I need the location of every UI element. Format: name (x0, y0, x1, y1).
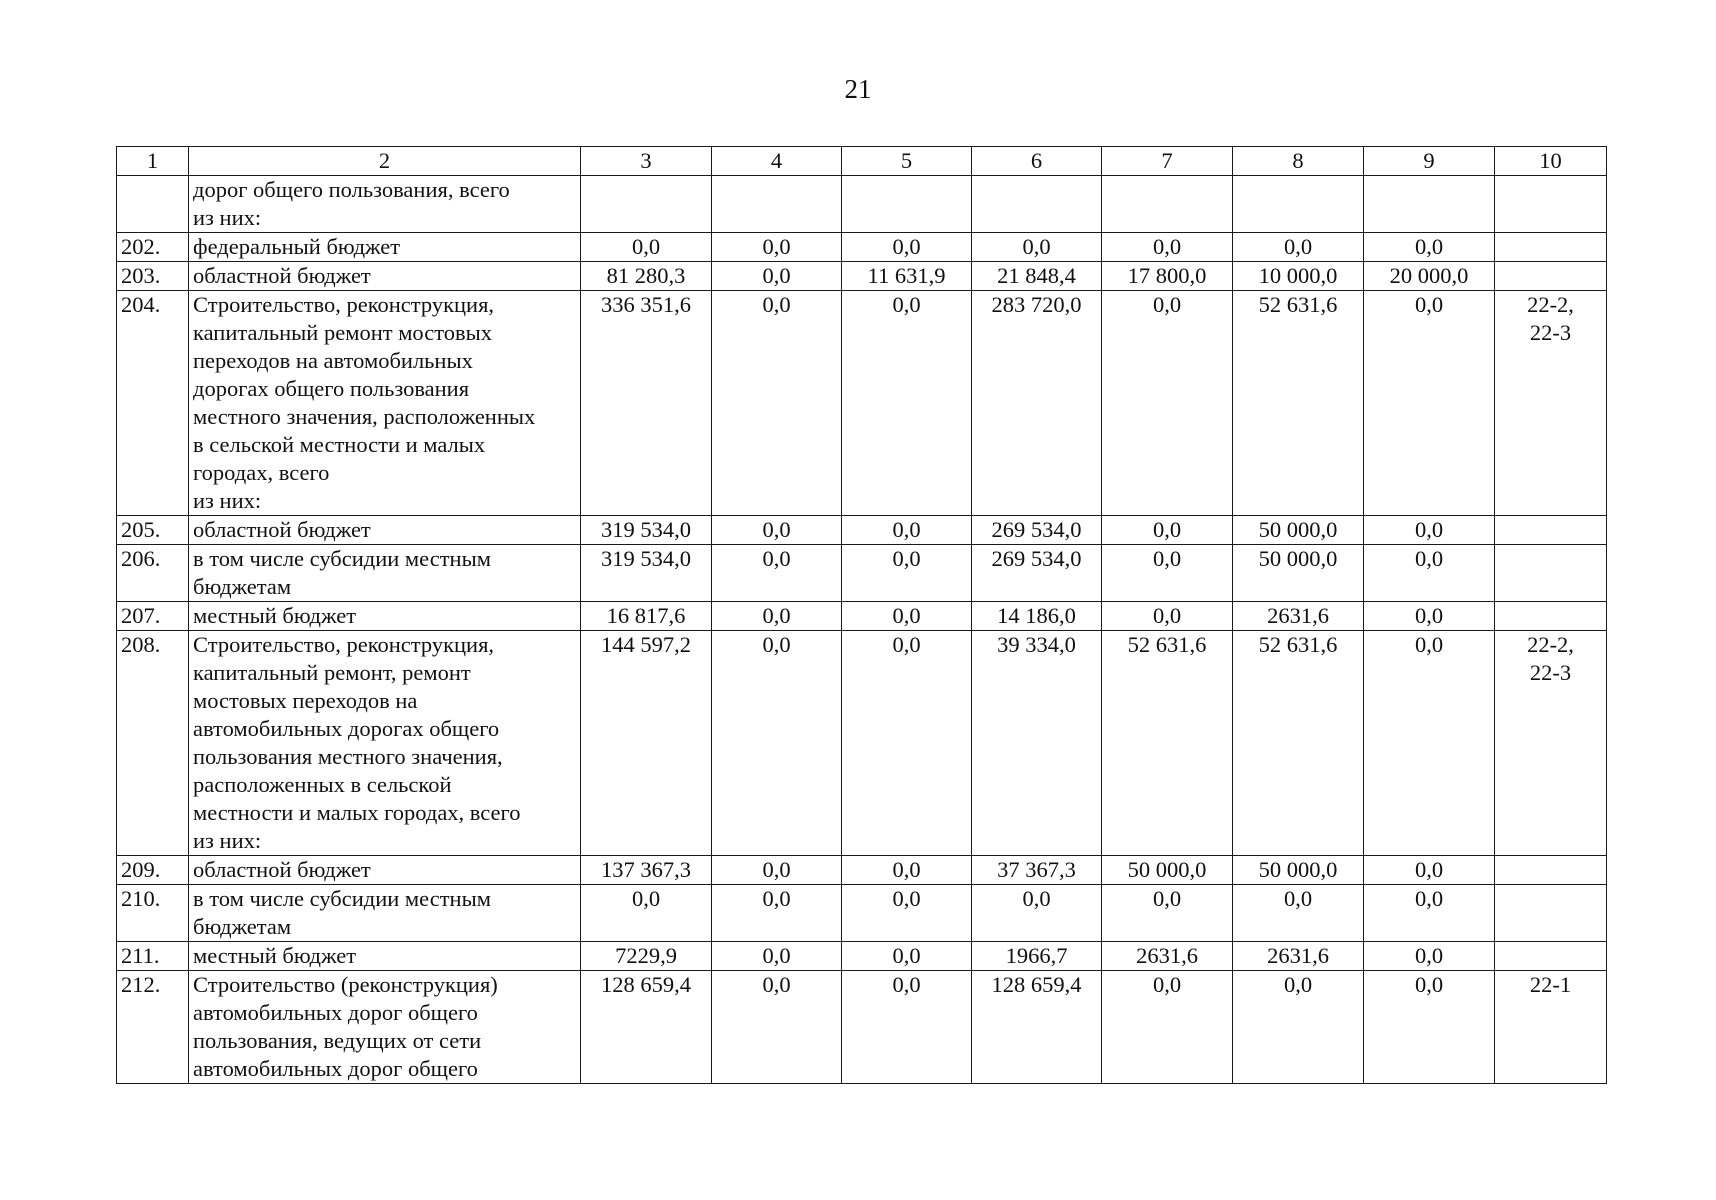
description-line: областной бюджет (193, 263, 371, 288)
value-cell-col-9: 0,0 (1364, 233, 1495, 262)
value-cell-col-9: 0,0 (1364, 885, 1495, 942)
value-cell-col-5: 0,0 (842, 631, 972, 856)
value-cell-col-6: 21 848,4 (972, 262, 1102, 291)
value-cell-col-3: 319 534,0 (581, 545, 712, 602)
column-header: 1 (117, 147, 189, 176)
value-cell-col-9: 0,0 (1364, 971, 1495, 1084)
value-cell-col-6: 283 720,0 (972, 291, 1102, 516)
value-cell-col-8: 50 000,0 (1233, 545, 1364, 602)
table-row (117, 516, 1607, 545)
description-line: переходов на автомобильных (193, 348, 473, 373)
reference-cell (1495, 176, 1607, 233)
value-cell-col-7: 50 000,0 (1102, 856, 1233, 885)
value-cell-col-3: 0,0 (581, 233, 712, 262)
value-cell-col-5: 11 631,9 (842, 262, 972, 291)
value-cell-col-7: 52 631,6 (1102, 631, 1233, 856)
reference-cell (1495, 856, 1607, 885)
description-line: областной бюджет (193, 517, 371, 542)
description-line: автомобильных дорог общего (193, 1056, 478, 1081)
row-description (189, 262, 581, 291)
value-cell-col-8: 50 000,0 (1233, 516, 1364, 545)
value-cell-col-5: 0,0 (842, 602, 972, 631)
row-number (117, 176, 189, 233)
description-line: автомобильных дорог общего (193, 1000, 478, 1025)
reference-cell (1495, 602, 1607, 631)
value-cell-col-4: 0,0 (712, 885, 842, 942)
reference-cell (1495, 971, 1607, 1084)
column-header: 6 (972, 147, 1102, 176)
description-line: капитальный ремонт, ремонт (193, 660, 471, 685)
value-cell-col-7: 0,0 (1102, 291, 1233, 516)
value-cell-col-4: 0,0 (712, 856, 842, 885)
row-description (189, 291, 581, 516)
table-row (117, 942, 1607, 971)
value-cell-col-8: 0,0 (1233, 885, 1364, 942)
value-cell-col-9: 0,0 (1364, 602, 1495, 631)
row-number: 212. (117, 971, 189, 1084)
value-cell-col-3: 128 659,4 (581, 971, 712, 1084)
table-header-row (117, 147, 1607, 176)
column-header: 8 (1233, 147, 1364, 176)
description-line: Строительство, реконструкция, (193, 292, 495, 317)
value-cell-col-5: 0,0 (842, 856, 972, 885)
value-cell-col-9: 0,0 (1364, 856, 1495, 885)
value-cell-col-6: 269 534,0 (972, 545, 1102, 602)
value-cell-col-4: 0,0 (712, 971, 842, 1084)
value-cell-col-4: 0,0 (712, 545, 842, 602)
column-header: 7 (1102, 147, 1233, 176)
table-row (117, 631, 1607, 856)
value-cell-col-7: 2631,6 (1102, 942, 1233, 971)
value-cell-col-5 (842, 176, 972, 233)
value-cell-col-6: 0,0 (972, 233, 1102, 262)
reference-line: 22-2, (1527, 632, 1574, 657)
page-number: 21 (844, 74, 872, 104)
value-cell-col-4 (712, 176, 842, 233)
value-cell-col-6: 39 334,0 (972, 631, 1102, 856)
description-line: в том числе субсидии местным (193, 546, 491, 571)
value-cell-col-7: 0,0 (1102, 516, 1233, 545)
value-cell-col-8: 52 631,6 (1233, 631, 1364, 856)
row-description (189, 516, 581, 545)
value-cell-col-4: 0,0 (712, 291, 842, 516)
value-cell-col-3: 0,0 (581, 885, 712, 942)
value-cell-col-5: 0,0 (842, 233, 972, 262)
column-header: 3 (581, 147, 712, 176)
description-line: Строительство, реконструкция, (193, 632, 495, 657)
column-header: 10 (1495, 147, 1607, 176)
value-cell-col-3: 137 367,3 (581, 856, 712, 885)
description-line: областной бюджет (193, 857, 371, 882)
value-cell-col-9: 0,0 (1364, 631, 1495, 856)
value-cell-col-7: 0,0 (1102, 545, 1233, 602)
value-cell-col-8: 50 000,0 (1233, 856, 1364, 885)
row-description (189, 885, 581, 942)
row-description (189, 631, 581, 856)
value-cell-col-3 (581, 176, 712, 233)
column-header: 5 (842, 147, 972, 176)
reference-cell (1495, 942, 1607, 971)
description-line: дорогах общего пользования (193, 376, 470, 401)
value-cell-col-5: 0,0 (842, 885, 972, 942)
value-cell-col-7: 0,0 (1102, 233, 1233, 262)
value-cell-col-5: 0,0 (842, 942, 972, 971)
description-line: из них: (193, 828, 262, 853)
description-line: пользования местного значения, (193, 744, 503, 769)
reference-line: 22-3 (1529, 320, 1572, 345)
table-row (117, 856, 1607, 885)
reference-cell (1495, 291, 1607, 516)
row-number: 205. (117, 516, 189, 545)
value-cell-col-4: 0,0 (712, 942, 842, 971)
value-cell-col-9: 0,0 (1364, 942, 1495, 971)
row-number: 204. (117, 291, 189, 516)
description-line: бюджетам (193, 914, 292, 939)
value-cell-col-4: 0,0 (712, 602, 842, 631)
row-number: 206. (117, 545, 189, 602)
table-row (117, 602, 1607, 631)
value-cell-col-5: 0,0 (842, 545, 972, 602)
value-cell-col-4: 0,0 (712, 233, 842, 262)
value-cell-col-7 (1102, 176, 1233, 233)
reference-line: 22-2, (1527, 292, 1574, 317)
value-cell-col-6: 14 186,0 (972, 602, 1102, 631)
budget-table (116, 146, 1607, 1084)
value-cell-col-7: 0,0 (1102, 885, 1233, 942)
value-cell-col-9: 20 000,0 (1364, 262, 1495, 291)
value-cell-col-5: 0,0 (842, 291, 972, 516)
description-line: капитальный ремонт мостовых (193, 320, 493, 345)
value-cell-col-3: 7229,9 (581, 942, 712, 971)
reference-line: 22-1 (1529, 972, 1572, 997)
value-cell-col-7: 0,0 (1102, 971, 1233, 1084)
value-cell-col-8: 2631,6 (1233, 602, 1364, 631)
row-description (189, 545, 581, 602)
value-cell-col-8: 2631,6 (1233, 942, 1364, 971)
value-cell-col-3: 144 597,2 (581, 631, 712, 856)
description-line: федеральный бюджет (193, 234, 401, 259)
table-row (117, 885, 1607, 942)
description-line: из них: (193, 488, 262, 513)
description-line: автомобильных дорогах общего (193, 716, 500, 741)
row-description (189, 176, 581, 233)
table-body (117, 147, 1607, 1084)
row-number: 208. (117, 631, 189, 856)
value-cell-col-8: 0,0 (1233, 971, 1364, 1084)
description-line: расположенных в сельской (193, 772, 452, 797)
description-line: бюджетам (193, 574, 292, 599)
column-header: 2 (189, 147, 581, 176)
column-header: 4 (712, 147, 842, 176)
row-description (189, 856, 581, 885)
row-description (189, 971, 581, 1084)
value-cell-col-9 (1364, 176, 1495, 233)
reference-line: 22-3 (1529, 660, 1572, 685)
description-line: местности и малых городах, всего (193, 800, 521, 825)
table-row (117, 176, 1607, 233)
row-number: 203. (117, 262, 189, 291)
value-cell-col-9: 0,0 (1364, 291, 1495, 516)
value-cell-col-4: 0,0 (712, 516, 842, 545)
row-number: 202. (117, 233, 189, 262)
table-row (117, 971, 1607, 1084)
value-cell-col-4: 0,0 (712, 631, 842, 856)
reference-cell (1495, 885, 1607, 942)
row-number: 211. (117, 942, 189, 971)
value-cell-col-6: 1966,7 (972, 942, 1102, 971)
description-line: местный бюджет (193, 943, 357, 968)
value-cell-col-9: 0,0 (1364, 516, 1495, 545)
row-number: 207. (117, 602, 189, 631)
value-cell-col-7: 17 800,0 (1102, 262, 1233, 291)
value-cell-col-5: 0,0 (842, 971, 972, 1084)
column-header: 9 (1364, 147, 1495, 176)
description-line: местного значения, расположенных (193, 404, 536, 429)
row-number: 210. (117, 885, 189, 942)
description-line: из них: (193, 205, 262, 230)
value-cell-col-7: 0,0 (1102, 602, 1233, 631)
table-row (117, 291, 1607, 516)
row-number: 209. (117, 856, 189, 885)
value-cell-col-3: 16 817,6 (581, 602, 712, 631)
reference-cell (1495, 545, 1607, 602)
value-cell-col-8: 0,0 (1233, 233, 1364, 262)
value-cell-col-4: 0,0 (712, 262, 842, 291)
row-description (189, 942, 581, 971)
table-row (117, 262, 1607, 291)
description-line: мостовых переходов на (193, 688, 418, 713)
reference-cell (1495, 262, 1607, 291)
row-description (189, 602, 581, 631)
value-cell-col-3: 81 280,3 (581, 262, 712, 291)
reference-cell (1495, 516, 1607, 545)
description-line: Строительство (реконструкция) (193, 972, 498, 997)
description-line: пользования, ведущих от сети (193, 1028, 482, 1053)
description-line: городах, всего (193, 460, 330, 485)
description-line: в сельской местности и малых (193, 432, 486, 457)
value-cell-col-8: 10 000,0 (1233, 262, 1364, 291)
value-cell-col-8 (1233, 176, 1364, 233)
row-description (189, 233, 581, 262)
reference-cell (1495, 631, 1607, 856)
value-cell-col-6: 37 367,3 (972, 856, 1102, 885)
value-cell-col-6: 269 534,0 (972, 516, 1102, 545)
value-cell-col-8: 52 631,6 (1233, 291, 1364, 516)
value-cell-col-3: 336 351,6 (581, 291, 712, 516)
value-cell-col-6: 128 659,4 (972, 971, 1102, 1084)
table-row (117, 545, 1607, 602)
description-line: дорог общего пользования, всего (193, 177, 510, 202)
description-line: местный бюджет (193, 603, 357, 628)
description-line: в том числе субсидии местным (193, 886, 491, 911)
table-row (117, 233, 1607, 262)
value-cell-col-6 (972, 176, 1102, 233)
value-cell-col-9: 0,0 (1364, 545, 1495, 602)
value-cell-col-3: 319 534,0 (581, 516, 712, 545)
value-cell-col-5: 0,0 (842, 516, 972, 545)
reference-cell (1495, 233, 1607, 262)
value-cell-col-6: 0,0 (972, 885, 1102, 942)
